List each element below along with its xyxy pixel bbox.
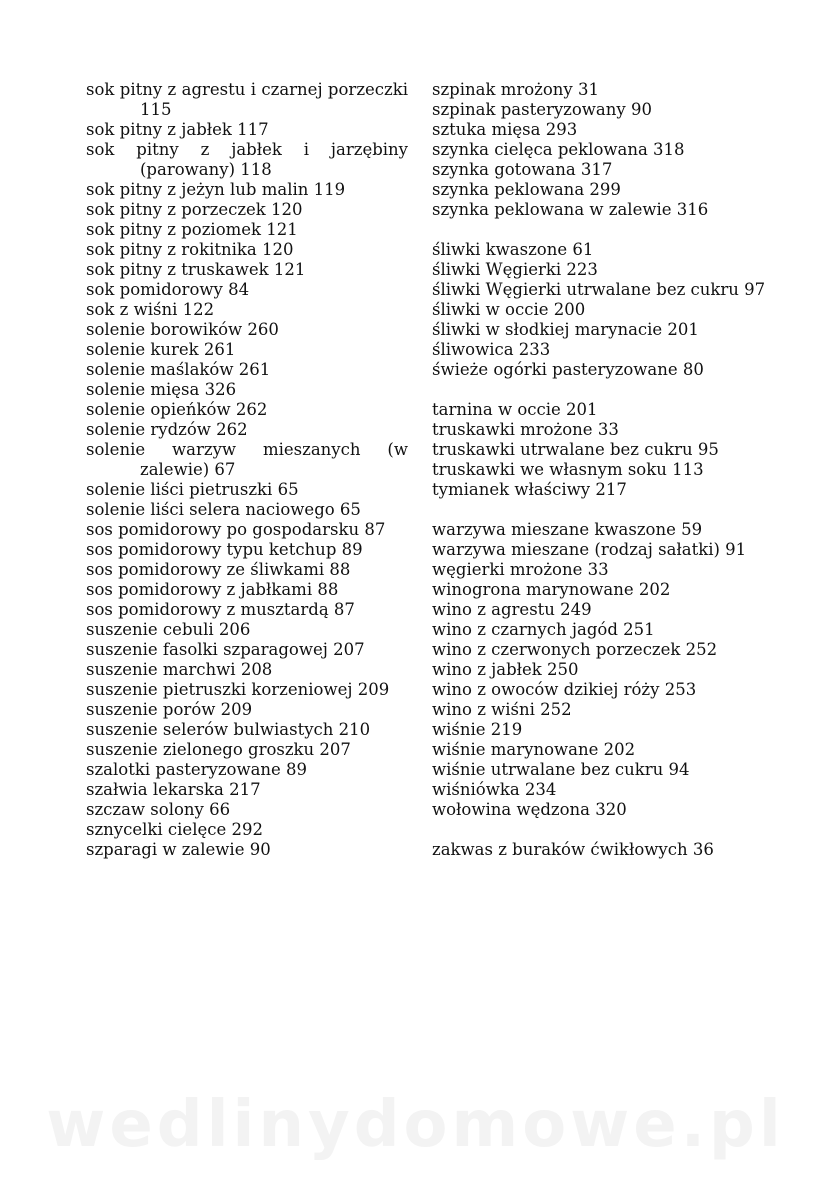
index-entry: winogrona marynowane 202 bbox=[432, 580, 671, 599]
index-entry: śliwki kwaszone 61 bbox=[432, 240, 594, 259]
index-entry: szpinak mrożony 31 bbox=[432, 80, 599, 99]
index-entry: warzywa mieszane (rodzaj sałatki) 91 bbox=[432, 540, 747, 559]
index-entry: wino z czerwonych porzeczek 252 bbox=[432, 640, 718, 659]
index-entry: solenie liści pietruszki 65 bbox=[86, 480, 299, 499]
index-entry: suszenie marchwi 208 bbox=[86, 660, 273, 679]
index-entry: sok pitny z poziomek 121 bbox=[86, 220, 298, 239]
index-entry: szynka peklowana 299 bbox=[432, 180, 621, 199]
index-entry: szynka cielęca peklowana 318 bbox=[432, 140, 685, 159]
index-entry: wino z wiśni 252 bbox=[432, 700, 572, 719]
index-entry: szparagi w zalewie 90 bbox=[86, 840, 271, 859]
index-entry: solenie maślaków 261 bbox=[86, 360, 271, 379]
index-entry: szynka gotowana 317 bbox=[432, 160, 613, 179]
index-entry: sos pomidorowy z musztardą 87 bbox=[86, 600, 355, 619]
index-entry: suszenie fasolki szparagowej 207 bbox=[86, 640, 365, 659]
index-entry: wino z owoców dzikiej róży 253 bbox=[432, 680, 697, 699]
index-column-right bbox=[432, 80, 766, 860]
index-entry: solenie rydzów 262 bbox=[86, 420, 248, 439]
index-entry: śliwowica 233 bbox=[432, 340, 551, 359]
index-entry: sok pitny z jeżyn lub malin 119 bbox=[86, 180, 346, 199]
index-entry: sok pitny z truskawek 121 bbox=[86, 260, 306, 279]
index-entry: śliwki Węgierki utrwalane bez cukru 97 bbox=[432, 280, 766, 299]
index-entry: sztuka mięsa 293 bbox=[432, 120, 578, 139]
index-entry: szalotki pasteryzowane 89 bbox=[86, 760, 308, 779]
index-entry: sok pitny z jabłek i jarzębiny (parowany) 118 bbox=[86, 140, 408, 179]
index-entry: sznycelki cielęce 292 bbox=[86, 820, 263, 839]
index-entry: wino z czarnych jagód 251 bbox=[432, 620, 655, 639]
index-entry: śliwki w occie 200 bbox=[432, 300, 586, 319]
index-column-left bbox=[86, 80, 408, 860]
index-entry: sok z wiśni 122 bbox=[86, 300, 215, 319]
index-entry: suszenie zielonego groszku 207 bbox=[86, 740, 351, 759]
index-entry: solenie warzyw mieszanych (w zalewie) 67 bbox=[86, 440, 408, 479]
index-entry: szynka peklowana w zalewie 316 bbox=[432, 200, 709, 219]
index-entry: wiśniówka 234 bbox=[432, 780, 557, 799]
index-entry: sok pitny z porzeczek 120 bbox=[86, 200, 303, 219]
index-entry: sok pomidorowy 84 bbox=[86, 280, 250, 299]
index-entry: śliwki w słodkiej marynacie 201 bbox=[432, 320, 699, 339]
index-entry: suszenie porów 209 bbox=[86, 700, 253, 719]
index-entry: wiśnie 219 bbox=[432, 720, 523, 739]
index-entry: sok pitny z jabłek 117 bbox=[86, 120, 269, 139]
index-entry: solenie liści selera naciowego 65 bbox=[86, 500, 361, 519]
index-entry: śliwki Węgierki 223 bbox=[432, 260, 598, 279]
index-entry: szałwia lekarska 217 bbox=[86, 780, 261, 799]
index-entry: sos pomidorowy po gospodarsku 87 bbox=[86, 520, 386, 539]
index-entry: szpinak pasteryzowany 90 bbox=[432, 100, 652, 119]
index-entry: sok pitny z agrestu i czarnej porzeczki 115 bbox=[86, 80, 408, 119]
watermark: wedlinydomowe.pl bbox=[46, 1088, 785, 1162]
index-entry: świeże ogórki pasteryzowane 80 bbox=[432, 360, 704, 379]
index-entry: tymianek właściwy 217 bbox=[432, 480, 627, 499]
index-entry: truskawki we własnym soku 113 bbox=[432, 460, 704, 479]
index-entry: zakwas z buraków ćwikłowych 36 bbox=[432, 840, 714, 859]
index-entry: szczaw solony 66 bbox=[86, 800, 231, 819]
index-entry: warzywa mieszane kwaszone 59 bbox=[432, 520, 703, 539]
index-entry: solenie mięsa 326 bbox=[86, 380, 237, 399]
index-entry: wino z agrestu 249 bbox=[432, 600, 592, 619]
index-entry: suszenie selerów bulwiastych 210 bbox=[86, 720, 371, 739]
index-entry: solenie kurek 261 bbox=[86, 340, 236, 359]
index-entry: sok pitny z rokitnika 120 bbox=[86, 240, 294, 259]
index-entry: wiśnie marynowane 202 bbox=[432, 740, 636, 759]
index-entry: wino z jabłek 250 bbox=[432, 660, 579, 679]
index-entry: solenie opieńków 262 bbox=[86, 400, 268, 419]
index-entry: truskawki utrwalane bez cukru 95 bbox=[432, 440, 719, 459]
index-entry: suszenie pietruszki korzeniowej 209 bbox=[86, 680, 390, 699]
index-entry: węgierki mrożone 33 bbox=[432, 560, 609, 579]
index-entry: solenie borowików 260 bbox=[86, 320, 279, 339]
index-entry: wiśnie utrwalane bez cukru 94 bbox=[432, 760, 690, 779]
index-entry: sos pomidorowy typu ketchup 89 bbox=[86, 540, 363, 559]
index-entry: truskawki mrożone 33 bbox=[432, 420, 619, 439]
index-entry: sos pomidorowy z jabłkami 88 bbox=[86, 580, 339, 599]
index-entry: sos pomidorowy ze śliwkami 88 bbox=[86, 560, 351, 579]
index-entry: wołowina wędzona 320 bbox=[432, 800, 627, 819]
index-entry: tarnina w occie 201 bbox=[432, 400, 598, 419]
index-entry: suszenie cebuli 206 bbox=[86, 620, 251, 639]
